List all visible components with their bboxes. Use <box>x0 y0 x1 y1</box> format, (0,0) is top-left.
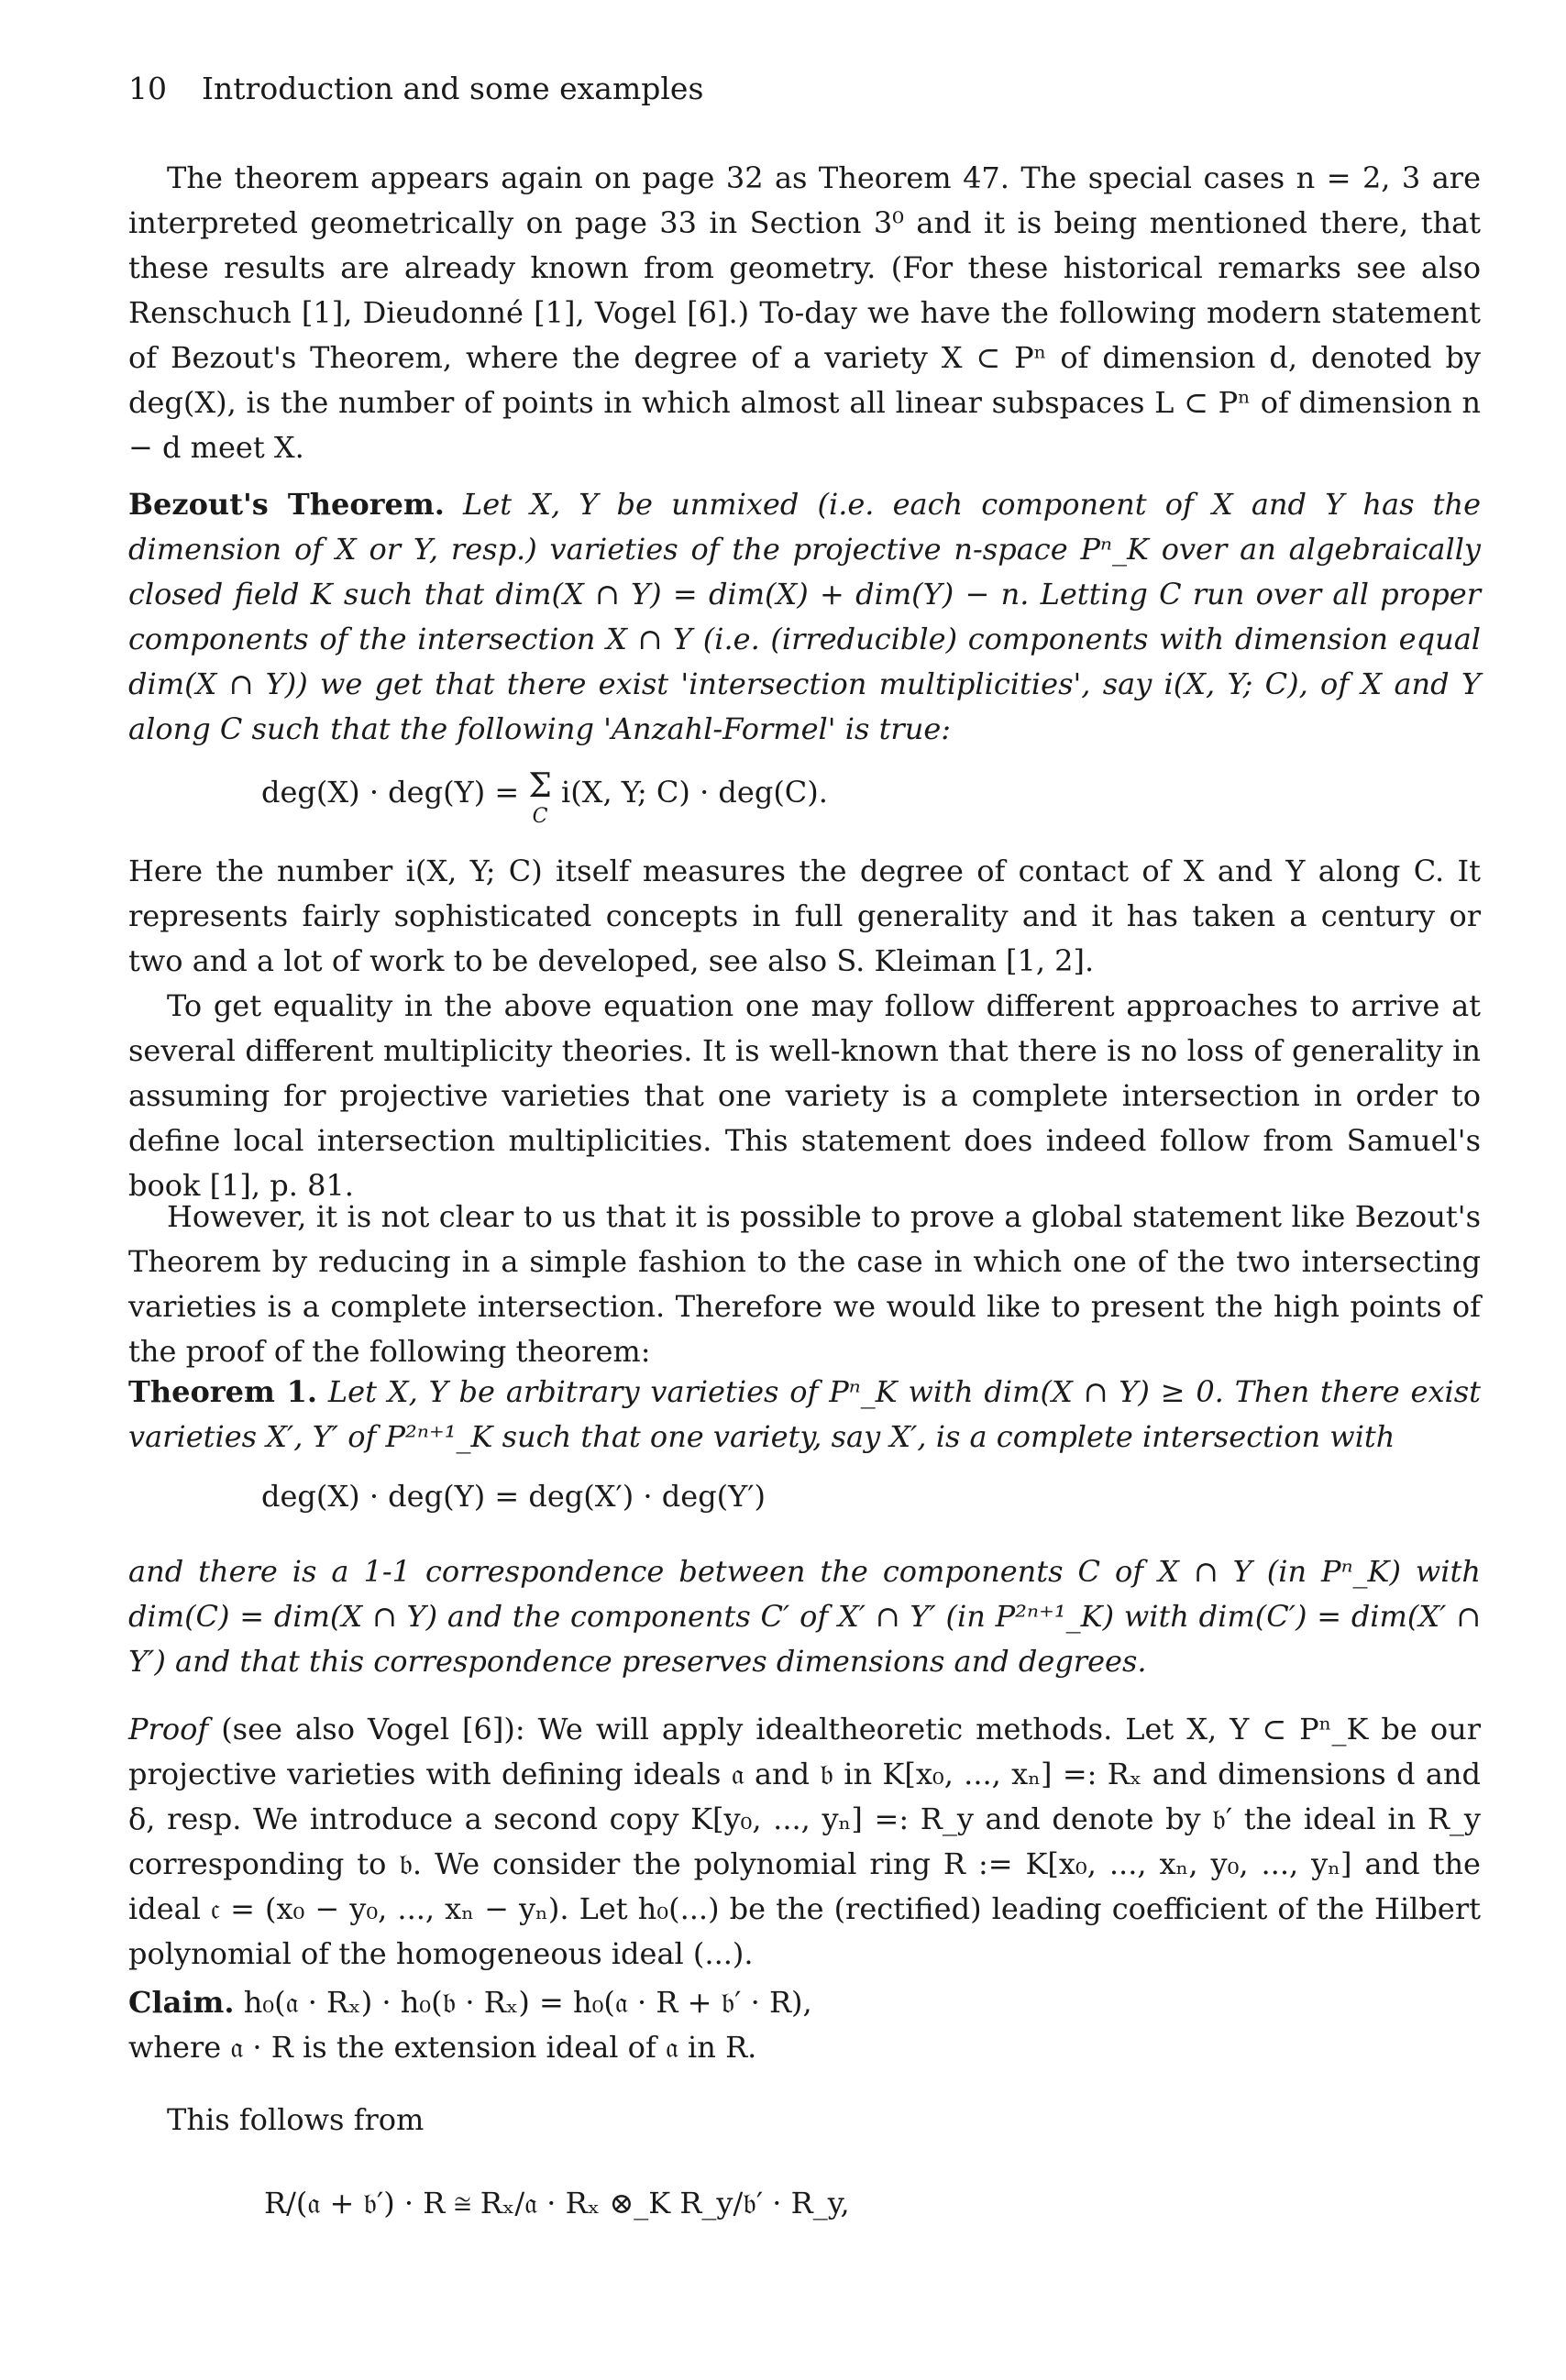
bezout-theorem-text: Let X, Y be unmixed (i.e. each component of X and Y has the dimension of X or Y, resp.) varieties of the projective n-space Pⁿ_K over an algebraically closed field K such that dim(X ∩ Y) = dim(X) + dim(Y) − n. Letting C run over all proper components of the intersection X ∩ Y (i.e. (irreducible) components with dimension equal dim(X ∩ Y)) we get that there exist 'intersection multiplicities', say i(X, Y; C), of X and Y along C such that the following 'Anzahl-Formel' is true: <box>128 487 1482 746</box>
proof-label: Proof <box>128 1712 209 1746</box>
paragraph-global-text: However, it is not clear to us that it is possible to prove a global statement like Bezout's Theorem by reducing in a simple fashion to the case in which one of the two intersecting varieties is a complete intersection. Therefore we would like to present the high points of the proof of the following theorem: <box>128 1199 1481 1369</box>
degree-equation-text: deg(X) · deg(Y) = deg(X′) · deg(Y′) <box>261 1479 766 1514</box>
theorem-1-continuation <box>128 1549 1481 1684</box>
eq1-right: i(X, Y; C) · deg(C). <box>551 775 828 810</box>
proof <box>128 1707 1481 1977</box>
degree-equation <box>261 1474 766 1519</box>
paragraph-global <box>128 1195 1481 1374</box>
isomorphism-equation <box>264 2181 850 2226</box>
paragraph-equality-text: To get equality in the above equation one may follow different approaches to arrive at several different multiplicity theories. It is well-known that there is no loss of generality in assuming for projective varieties that one variety is a complete intersection in order to define local intersection multiplicities. This statement does indeed follow from Samuel's book [1], p. 81. <box>128 988 1481 1203</box>
sum-symbol: Σ <box>528 767 552 805</box>
sum-operator <box>528 767 552 828</box>
theorem-1 <box>128 1370 1481 1460</box>
running-header <box>128 66 703 111</box>
paragraph-contact <box>128 849 1481 984</box>
bezout-theorem-label: Bezout's Theorem. <box>128 487 445 522</box>
paragraph-history-text: The theorem appears again on page 32 as Theorem 47. The special cases n = 2, 3 are interpreted geometrically on page 33 in Section 3⁰ and it is being mentioned there, that these results are already known from geometry. (For these historical remarks see also Renschuch [1], Dieudonné [1], Vogel [6].) To-day we have the following modern statement of Bezout's Theorem, where the degree of a variety X ⊂ Pⁿ of dimension d, denoted by deg(X), is the number of points in which almost all linear subspaces L ⊂ Pⁿ of dimension n − d meet X. <box>128 160 1481 465</box>
bezout-theorem <box>128 482 1481 752</box>
claim-label: Claim. <box>128 1985 235 2020</box>
theorem-1-label: Theorem 1. <box>128 1374 318 1409</box>
paragraph-equality <box>128 984 1481 1208</box>
claim-where: where 𝔞 · R is the extension ideal of 𝔞 in R. <box>128 2030 757 2065</box>
theorem-1-continuation-text: and there is a 1-1 correspondence between the components C of X ∩ Y (in Pⁿ_K) with dim(C) = dim(X ∩ Y) and the components C′ of X′ ∩ Y′ (in P²ⁿ⁺¹_K) with dim(C′) = dim(X′ ∩ Y′) and that this correspondence preserves dimensions and degrees. <box>128 1554 1481 1679</box>
follows-text: This follows from <box>167 2102 425 2137</box>
follows-line <box>167 2098 424 2143</box>
anzahl-formel-equation <box>261 767 828 828</box>
claim <box>128 1980 1481 2070</box>
sum-index: C <box>532 805 548 828</box>
claim-equation: h₀(𝔞 · Rₓ) · h₀(𝔟 · Rₓ) = h₀(𝔞 · R + 𝔟′ · R), <box>243 1985 812 2020</box>
isomorphism-equation-text: R/(𝔞 + 𝔟′) · R ≅ Rₓ/𝔞 · Rₓ ⊗_K R_y/𝔟′ · R_y, <box>264 2186 850 2220</box>
eq1-left: deg(X) · deg(Y) = <box>261 775 529 810</box>
paragraph-contact-text: Here the number i(X, Y; C) itself measures the degree of contact of X and Y along C. It represents fairly sophisticated concepts in full generality and it has taken a century or two and a lot of work to be developed, see also S. Kleiman [1, 2]. <box>128 854 1481 978</box>
proof-text: (see also Vogel [6]): We will apply idealtheoretic methods. Let X, Y ⊂ Pⁿ_K be our projective varieties with defining ideals 𝔞 and 𝔟 in K[x₀, ..., xₙ] =: Rₓ and dimensions d and δ, resp. We introduce a second copy K[y₀, ..., yₙ] =: R_y and denote by 𝔟′ the ideal in R_y corresponding to 𝔟. We consider the polynomial ring R := K[x₀, ..., xₙ, y₀, ..., yₙ] and the ideal 𝔠 = (x₀ − y₀, ..., xₙ − yₙ). Let h₀(...) be the (rectified) leading coefficient of the Hilbert polynomial of the homogeneous ideal (...). <box>128 1712 1481 1971</box>
page-number: 10 <box>128 71 167 106</box>
running-title: Introduction and some examples <box>202 71 704 106</box>
theorem-1-text: Let X, Y be arbitrary varieties of Pⁿ_K with dim(X ∩ Y) ≥ 0. Then there exist varieties X′, Y′ of P²ⁿ⁺¹_K such that one variety, say X′, is a complete intersection with <box>128 1374 1482 1454</box>
paragraph-history <box>128 156 1481 470</box>
